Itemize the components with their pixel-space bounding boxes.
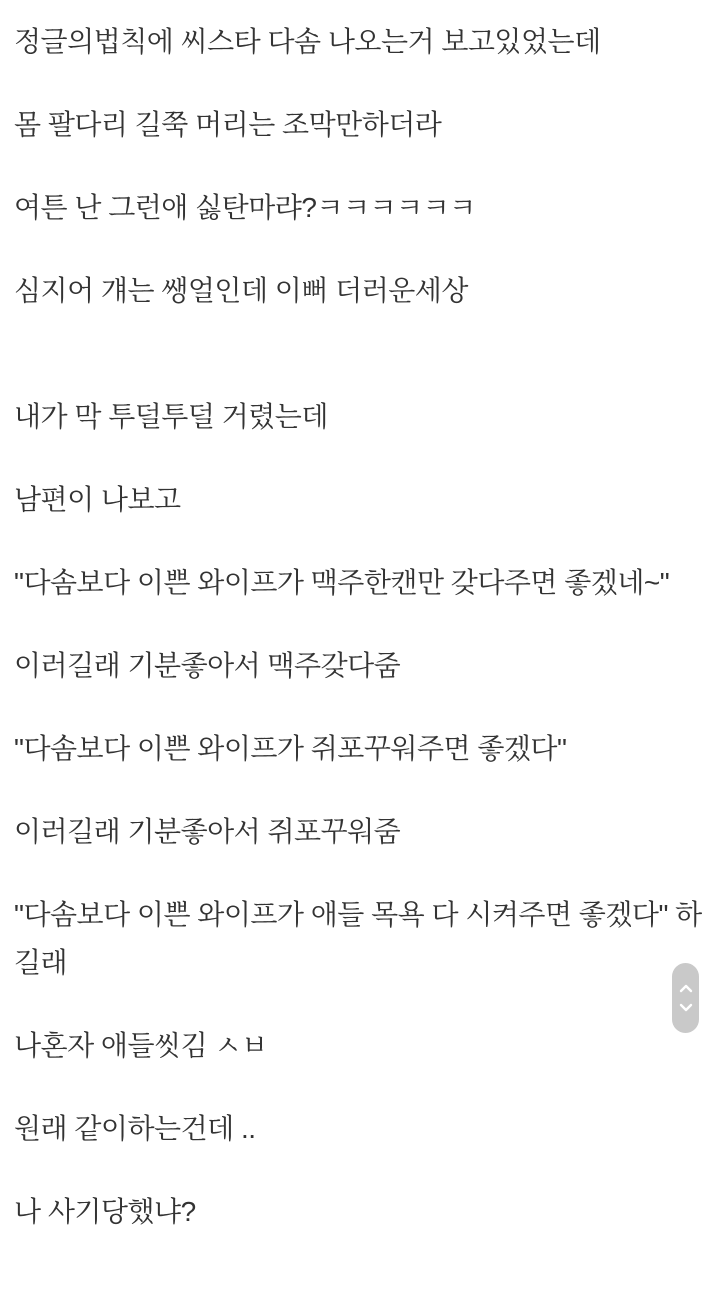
chevron-up-icon bbox=[679, 984, 693, 993]
post-paragraph: 여튼 난 그런애 싫탄마랴?ㅋㅋㅋㅋㅋㅋ bbox=[14, 192, 476, 223]
scroll-widget[interactable] bbox=[672, 963, 699, 1033]
post-paragraph: "다솜보다 이쁜 와이프가 쥐포꾸워주면 좋겠다" bbox=[14, 733, 567, 764]
post-paragraph: 나 사기당했냐? bbox=[14, 1196, 196, 1227]
post-paragraph: 내가 막 투덜투덜 거렸는데 bbox=[14, 401, 328, 432]
scroll-up-button[interactable] bbox=[677, 983, 695, 995]
post-paragraph: 이러길래 기분좋아서 맥주갖다줌 bbox=[14, 650, 401, 681]
post-paragraph: "다솜보다 이쁜 와이프가 맥주한캔만 갖다주면 좋겠네~" bbox=[14, 567, 670, 598]
chevron-down-icon bbox=[679, 1003, 693, 1012]
post-paragraph: 나혼자 애들씻김 ㅅㅂ bbox=[14, 1030, 268, 1061]
post-paragraph: 심지어 걔는 쌩얼인데 이뻐 더러운세상 bbox=[14, 275, 468, 306]
post-paragraph: 남편이 나보고 bbox=[14, 484, 181, 515]
post-paragraph: 원래 같이하는건데 .. bbox=[14, 1113, 256, 1144]
scroll-down-button[interactable] bbox=[677, 1002, 695, 1014]
post-paragraph: 몸 팔다리 길쭉 머리는 조막만하더라 bbox=[14, 109, 442, 140]
post-paragraph: 정글의법칙에 씨스타 다솜 나오는거 보고있었는데 bbox=[14, 26, 601, 57]
post-paragraph: "다솜보다 이쁜 와이프가 애들 목욕 다 시켜주면 좋겠다" 하길래 bbox=[14, 899, 702, 978]
post-paragraph: 이러길래 기분좋아서 쥐포꾸워줌 bbox=[14, 816, 401, 847]
